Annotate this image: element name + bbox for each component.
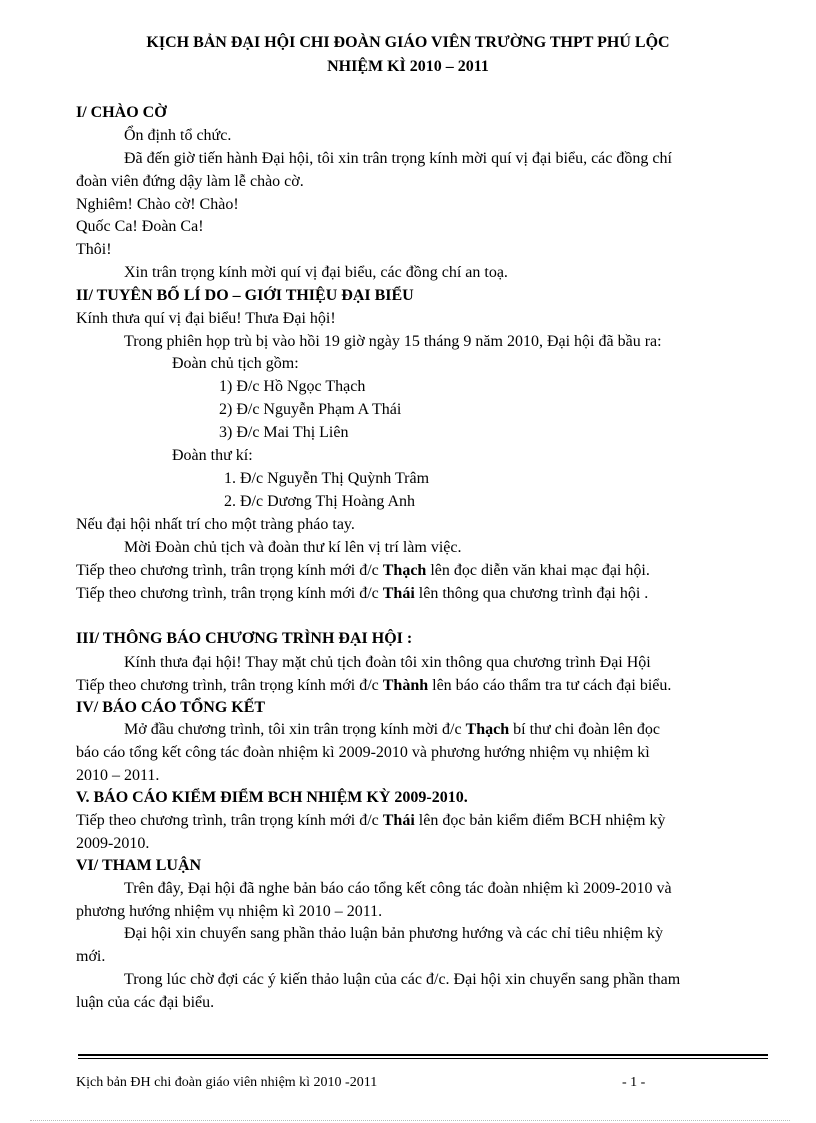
paragraph	[124, 719, 816, 741]
document-title-line1: KỊCH BẢN ĐẠI HỘI CHI ĐOÀN GIÁO VIÊN TRƯỜNG THPT PHÚ LỘC	[146, 34, 670, 51]
paragraph	[76, 583, 776, 605]
paragraph: báo cáo tổng kết công tác đoàn nhiệm kì 2009-2010 và phương hướng nhiệm vụ nhiệm kì	[76, 744, 650, 761]
footer-rule	[78, 1054, 768, 1056]
section-heading-1: I/ CHÀO CỜ	[76, 104, 167, 121]
paragraph: Trong lúc chờ đợi các ý kiến thảo luận của các đ/c. Đại hội xin chuyển sang phần tham	[124, 971, 681, 988]
paragraph: Đã đến giờ tiến hành Đại hội, tôi xin trân trọng kính mời quí vị đại biểu, các đồng chí	[124, 150, 672, 167]
section-heading-5: V. BÁO CÁO KIỂM ĐIỂM BCH NHIỆM KỲ 2009-2010.	[76, 789, 468, 806]
paragraph: đoàn viên đứng dậy làm lễ chào cờ.	[76, 173, 304, 190]
text-run: Mở đầu chương trình, tôi xin trân trọng kính mời đ/c	[124, 721, 466, 738]
secretary-label: Đoàn thư kí:	[172, 447, 253, 464]
paragraph: Trong phiên họp trù bị vào hồi 19 giờ ngày 15 tháng 9 năm 2010, Đại hội đã bầu ra:	[124, 333, 662, 350]
name-highlight: Thái	[382, 585, 415, 602]
paragraph: Xin trân trọng kính mời quí vị đại biểu, các đồng chí an toạ.	[124, 264, 508, 281]
paragraph: Mời Đoàn chủ tịch và đoàn thư kí lên vị trí làm việc.	[124, 539, 462, 556]
paragraph: Kính thưa quí vị đại biểu! Thưa Đại hội!	[76, 310, 336, 327]
paragraph: Kính thưa đại hội! Thay mặt chủ tịch đoàn tôi xin thông qua chương trình Đại Hội	[124, 654, 651, 671]
paragraph: phương hướng nhiệm vụ nhiệm kì 2010 – 2011.	[76, 903, 383, 920]
paragraph: Trên đây, Đại hội đã nghe bản báo cáo tổng kết công tác đoàn nhiệm kì 2009-2010 và	[124, 880, 672, 897]
text-run: lên báo cáo thẩm tra tư cách đại biểu.	[428, 677, 672, 694]
text-run: bí thư chi đoàn lên đọc	[509, 721, 661, 738]
text-run: Tiếp theo chương trình, trân trọng kính mới đ/c	[76, 562, 383, 579]
text-run: lên đọc diễn văn khai mạc đại hội.	[426, 562, 650, 579]
paragraph	[76, 810, 776, 832]
paragraph: Quốc Ca! Đoàn Ca!	[76, 218, 204, 235]
paragraph: Đại hội xin chuyển sang phần thảo luận bản phương hướng và các chỉ tiêu nhiệm kỳ	[124, 925, 664, 942]
paragraph: Nếu đại hội nhất trí cho một tràng pháo tay.	[76, 516, 355, 533]
secretary-item: 1. Đ/c Nguyễn Thị Quỳnh Trâm	[224, 470, 430, 487]
paragraph: Ổn định tổ chức.	[124, 127, 232, 144]
secretary-item: 2. Đ/c Dương Thị Hoàng Anh	[224, 493, 416, 510]
footer-rule	[78, 1058, 768, 1059]
section-heading-6: VI/ THAM LUẬN	[76, 857, 202, 874]
text-run: Tiếp theo chương trình, trân trọng kính mới đ/c	[76, 812, 383, 829]
paragraph: 2010 – 2011.	[76, 767, 160, 784]
name-highlight: Thành	[382, 677, 429, 694]
footer-text: Kịch bản ĐH chi đoàn giáo viên nhiệm kì 2010 -2011	[76, 1075, 378, 1090]
text-run: Tiếp theo chương trình, trân trọng kính mới đ/c	[76, 677, 383, 694]
paragraph: luận của các đại biểu.	[76, 994, 215, 1011]
section-heading-2: II/ TUYÊN BỐ LÍ DO – GIỚI THIỆU ĐẠI BIỂU	[76, 287, 414, 304]
paragraph	[76, 560, 776, 582]
paragraph: Nghiêm! Chào cờ! Chào!	[76, 196, 239, 213]
text-run: Tiếp theo chương trình, trân trọng kính mới đ/c	[76, 585, 383, 602]
section-heading-4: IV/ BÁO CÁO TỔNG KẾT	[76, 699, 266, 716]
section-heading-3: III/ THÔNG BÁO CHƯƠNG TRÌNH ĐẠI HỘI :	[76, 630, 413, 647]
name-highlight: Thạch	[382, 562, 427, 579]
page-edge-divider	[30, 1120, 790, 1121]
presidium-item: 2) Đ/c Nguyễn Phạm A Thái	[219, 401, 402, 418]
paragraph	[76, 675, 776, 697]
text-run: lên thông qua chương trình đại hội .	[414, 585, 649, 602]
document-title-line2: NHIỆM KÌ 2010 – 2011	[327, 58, 489, 75]
page-number: - 1 -	[622, 1075, 646, 1090]
paragraph: mới.	[76, 948, 106, 965]
presidium-item: 1) Đ/c Hồ Ngọc Thạch	[219, 378, 366, 395]
name-highlight: Thái	[382, 812, 415, 829]
presidium-label: Đoàn chủ tịch gồm:	[172, 355, 299, 372]
paragraph: Thôi!	[76, 241, 112, 258]
presidium-item: 3) Đ/c Mai Thị Liên	[219, 424, 349, 441]
paragraph: 2009-2010.	[76, 835, 150, 852]
text-run: lên đọc bản kiểm điểm BCH nhiệm kỳ	[414, 812, 666, 829]
name-highlight: Thạch	[465, 721, 510, 738]
